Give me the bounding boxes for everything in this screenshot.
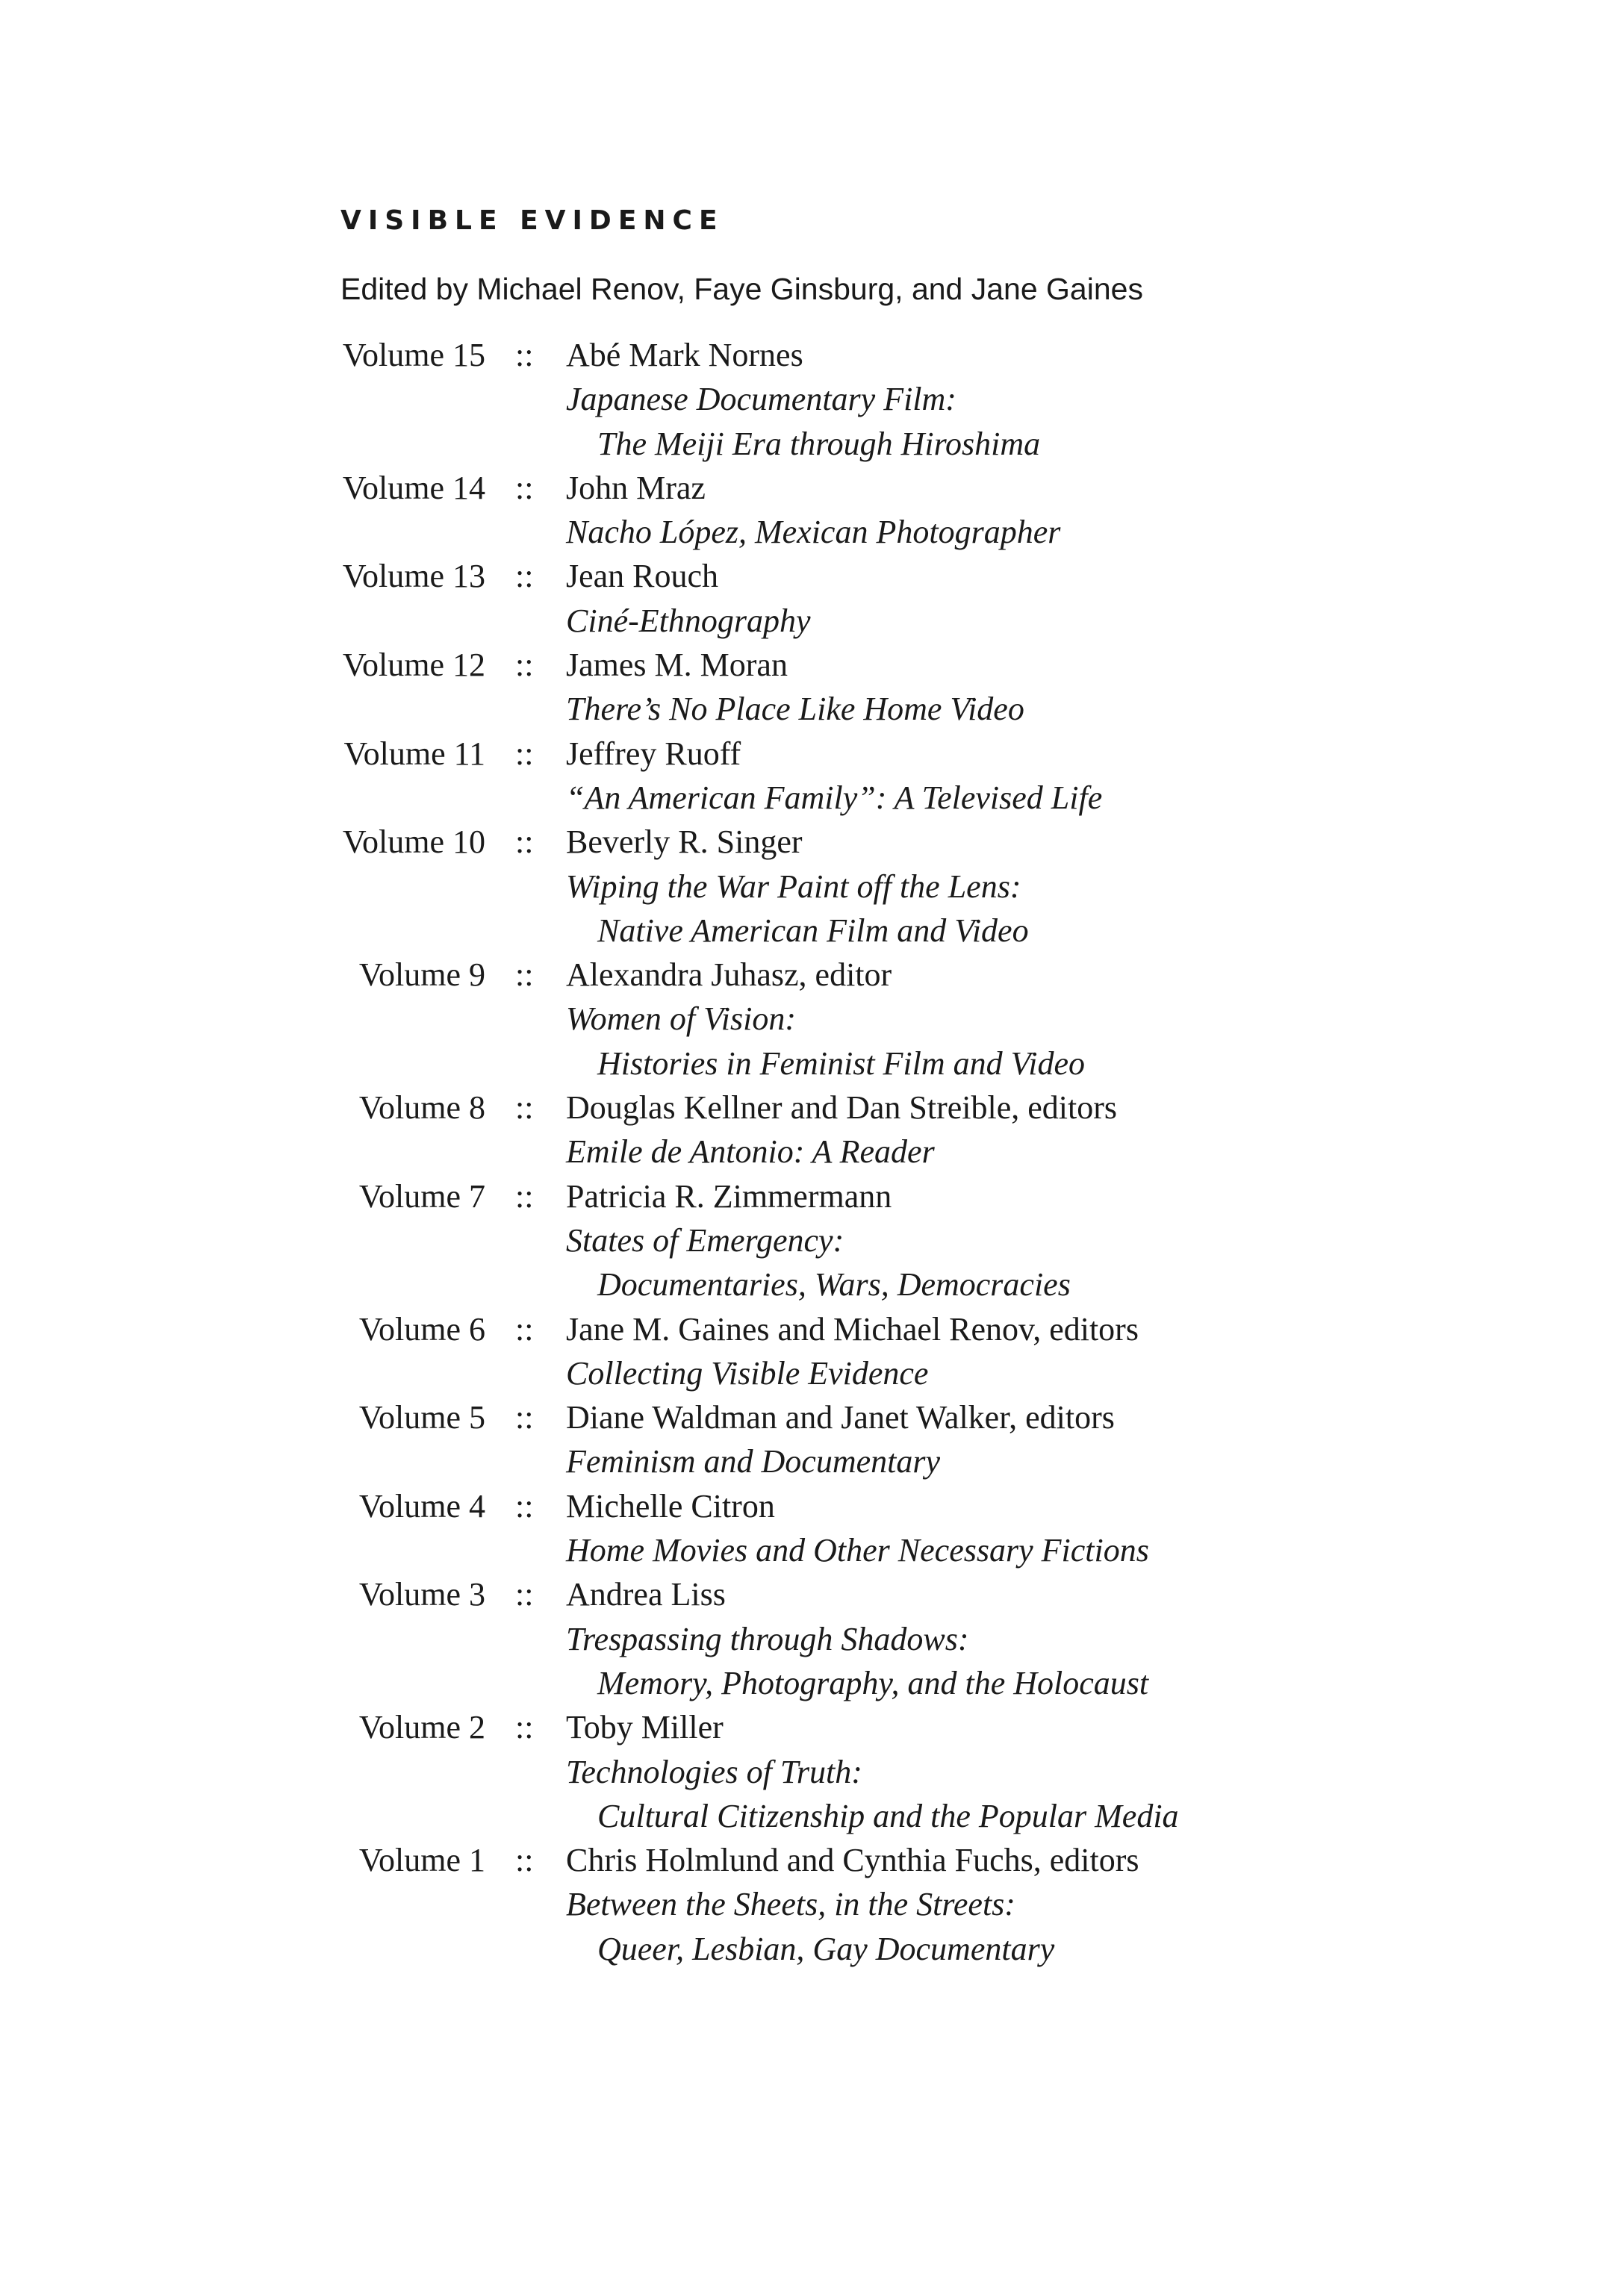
volume-number: Volume 11 [343, 735, 485, 772]
volume-entry [0, 1838, 1624, 1971]
separator: :: [515, 558, 534, 595]
volume-entry [0, 1307, 1624, 1396]
volume-number: Volume 7 [358, 1177, 485, 1215]
volume-author: Diane Waldman and Janet Walker, editors [566, 1399, 1115, 1436]
volume-author: Jeffrey Ruoff [566, 735, 741, 772]
volume-subtitle: Native American Film and Video [597, 912, 1029, 949]
volume-entry [0, 1174, 1624, 1307]
volume-entry [0, 1572, 1624, 1705]
separator: :: [515, 1576, 534, 1613]
volume-number: Volume 5 [358, 1399, 485, 1436]
separator: :: [515, 1709, 534, 1746]
volume-number: Volume 2 [358, 1709, 485, 1746]
volume-title: Women of Vision: [566, 1000, 796, 1038]
volume-author: Patricia R. Zimmermann [566, 1177, 892, 1215]
volume-number: Volume 10 [342, 823, 485, 861]
volume-number: Volume 12 [342, 647, 485, 684]
volume-author: Jane M. Gaines and Michael Renov, editors [566, 1310, 1139, 1348]
volume-title: Trespassing through Shadows: [566, 1620, 969, 1657]
separator: :: [515, 1399, 534, 1436]
volume-entry [0, 643, 1624, 732]
volume-author: Alexandra Juhasz, editor [566, 956, 892, 994]
volume-author: Jean Rouch [566, 558, 719, 595]
separator: :: [515, 337, 534, 373]
volume-number: Volume 3 [358, 1576, 485, 1613]
volume-entry [0, 1086, 1624, 1174]
separator: :: [515, 1089, 534, 1127]
volume-entry [0, 466, 1624, 555]
separator: :: [515, 1177, 534, 1215]
volume-author: James M. Moran [566, 647, 788, 684]
volume-list [0, 333, 1624, 1971]
volume-entry [0, 333, 1624, 466]
volume-entry [0, 732, 1624, 820]
volume-subtitle: Documentaries, Wars, Democracies [597, 1266, 1071, 1304]
volume-author: Douglas Kellner and Dan Streible, editors [566, 1089, 1118, 1127]
volume-number: Volume 8 [358, 1089, 485, 1127]
series-editors: Edited by Michael Renov, Faye Ginsburg, and Jane Gaines [340, 272, 1143, 306]
volume-title: States of Emergency: [566, 1221, 844, 1259]
volume-title: “An American Family”: A Televised Life [566, 779, 1103, 816]
separator: :: [515, 735, 534, 772]
separator: :: [515, 1842, 534, 1879]
separator: :: [515, 469, 534, 506]
volume-subtitle: The Meiji Era through Hiroshima [597, 425, 1041, 462]
volume-title: There’s No Place Like Home Video [566, 691, 1024, 728]
volume-title: Technologies of Truth: [566, 1753, 862, 1790]
volume-subtitle: Histories in Feminist Film and Video [597, 1044, 1086, 1082]
volume-author: Andrea Liss [566, 1576, 726, 1613]
volume-author: John Mraz [566, 469, 706, 506]
volume-title: Between the Sheets, in the Streets: [566, 1886, 1015, 1923]
separator: :: [515, 1487, 534, 1525]
volume-title: Nacho López, Mexican Photographer [566, 514, 1061, 551]
volume-title: Home Movies and Other Necessary Fictions [566, 1532, 1149, 1569]
volume-number: Volume 9 [358, 956, 485, 994]
volume-number: Volume 6 [358, 1310, 485, 1348]
volume-title: Ciné-Ethnography [566, 602, 811, 639]
volume-author: Chris Holmlund and Cynthia Fuchs, editors [566, 1842, 1139, 1879]
volume-title: Japanese Documentary Film: [566, 381, 956, 418]
volume-entry [0, 820, 1624, 953]
volume-entry [0, 953, 1624, 1086]
volume-title: Emile de Antonio: A Reader [566, 1133, 935, 1171]
volume-number: Volume 4 [358, 1487, 485, 1525]
volume-title: Collecting Visible Evidence [566, 1354, 929, 1392]
series-title: VISIBLE EVIDENCE [340, 205, 724, 236]
volume-author: Beverly R. Singer [566, 823, 803, 861]
volume-author: Abé Mark Nornes [566, 337, 803, 373]
separator: :: [515, 1310, 534, 1348]
volume-number: Volume 13 [342, 558, 485, 595]
volume-number: Volume 14 [342, 469, 485, 506]
volume-entry [0, 1484, 1624, 1573]
volume-title: Feminism and Documentary [566, 1443, 941, 1480]
volume-subtitle: Cultural Citizenship and the Popular Media [597, 1797, 1179, 1834]
separator: :: [515, 956, 534, 994]
volume-author: Michelle Citron [566, 1487, 775, 1525]
volume-title: Wiping the War Paint off the Lens: [566, 868, 1021, 905]
volume-entry [0, 1705, 1624, 1838]
volume-number: Volume 15 [342, 337, 485, 373]
separator: :: [515, 823, 534, 861]
volume-subtitle: Memory, Photography, and the Holocaust [597, 1664, 1149, 1701]
separator: :: [515, 647, 534, 684]
volume-entry [0, 554, 1624, 643]
volume-number: Volume 1 [358, 1842, 485, 1879]
volume-author: Toby Miller [566, 1709, 724, 1746]
volume-entry [0, 1395, 1624, 1484]
volume-subtitle: Queer, Lesbian, Gay Documentary [597, 1930, 1055, 1967]
